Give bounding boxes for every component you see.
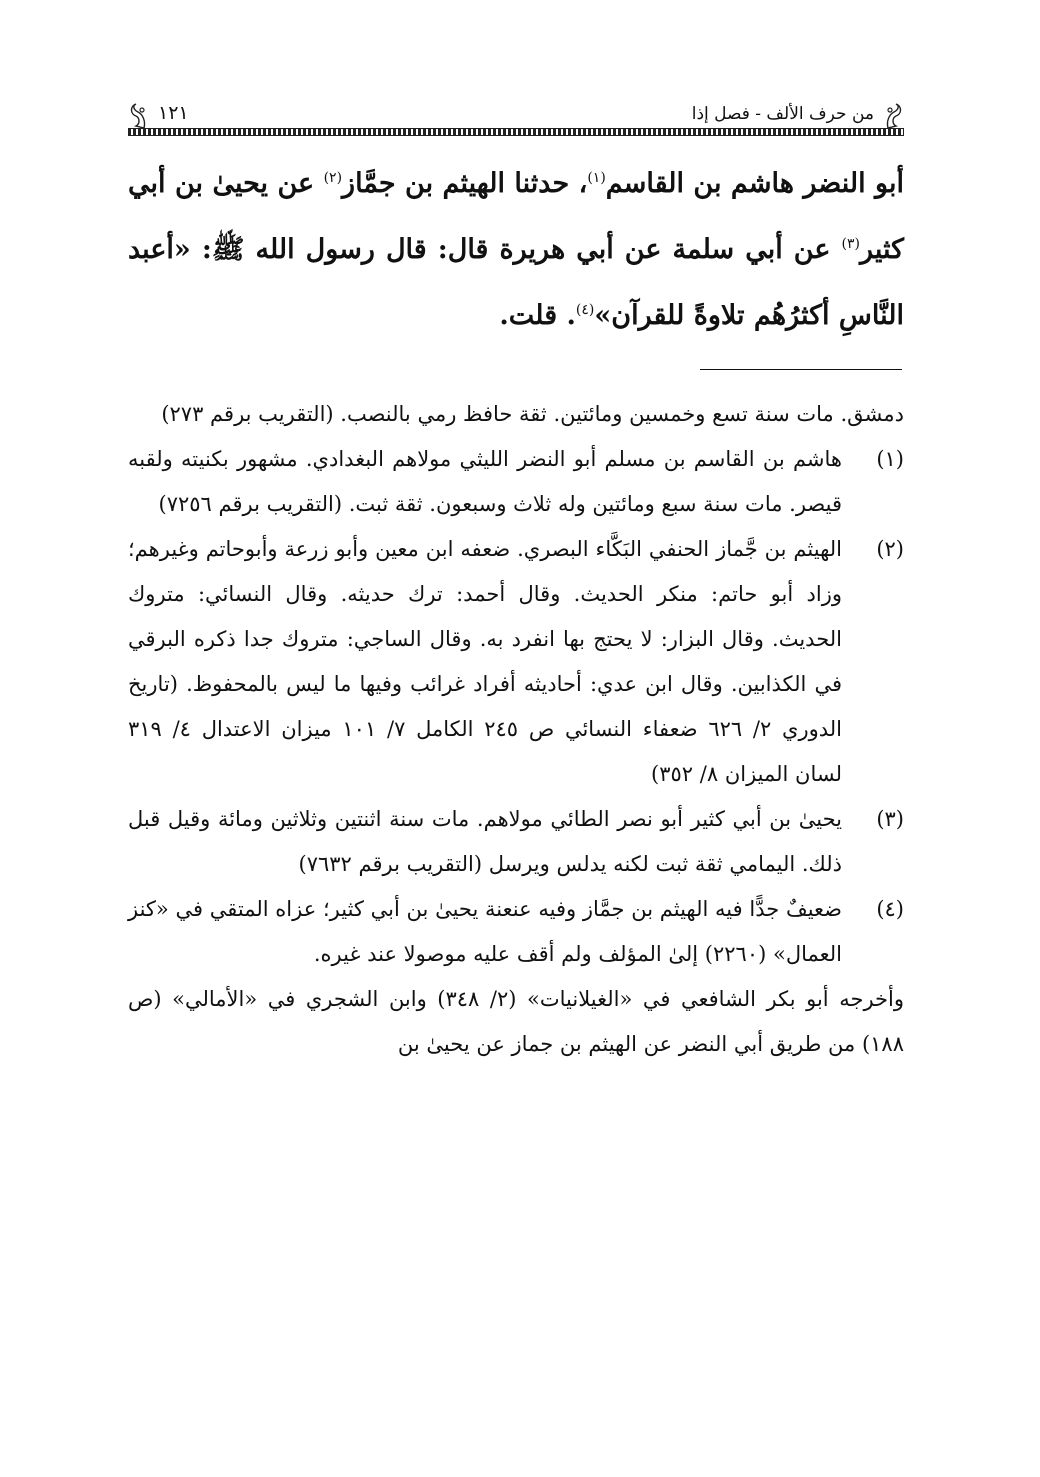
- footnote-ref-2[interactable]: (٢): [323, 170, 343, 186]
- main-text-part: عن أبي سلمة عن أبي هريرة قال: قال رسول الله ﷺ: «أعبد النَّاسِ أكثرُهُم تلاوةً للقرآن»: [128, 234, 904, 331]
- footnote-2: [128, 527, 904, 797]
- main-text-part: عن يحيىٰ بن أبي كثير: [128, 168, 904, 265]
- footnote-ref-4[interactable]: (٤): [575, 302, 595, 318]
- footnote-number: (١): [876, 447, 904, 471]
- header-ornament-right-icon: [884, 102, 904, 130]
- footnote-text: يحيىٰ بن أبي كثير أبو نصر الطائي مولاهم. مات سنة اثنتين وثلاثين ومائة وقيل قبل ذلك. اليمامي ثقة ثبت لكنه يدلس ويرسل (التقريب برقم ٧٦٣٢): [128, 807, 842, 876]
- footnote-number: (٤): [876, 897, 904, 921]
- main-text-part: ، حدثنا الهيثم بن جمَّاز: [342, 168, 588, 199]
- page-number: ١٢١: [158, 102, 189, 124]
- footnote-text: الهيثم بن جَّماز الحنفي البَكَّاء البصري. ضعفه ابن معين وأبو زرعة وأبوحاتم وغيرهم؛ وزاد أبو حاتم: منكر الحديث. وقال أحمد: ترك حديثه. وقال النسائي: متروك الحديث. وقال البزار: لا يحتج بها انفرد به. وقال الساجي: متروك جدا ذكره البرقي في الكذابين. وقال ابن عدي: أحاديثه أفراد غرائب وفيها ما ليس بالمحفوظ. (تاريخ الدوري ٢/ ٦٢٦ ضعفاء النسائي ص ٢٤٥ الكامل ٧/ ١٠١ ميزان الاعتدال ٤/ ٣١٩ لسان الميزان ٨/ ٣٥٢): [128, 537, 843, 786]
- header-title: من حرف الألف - فصل إذا: [691, 104, 874, 124]
- footnote-1: [128, 437, 904, 527]
- main-text: [128, 148, 904, 346]
- header-decorative-border: [128, 128, 904, 136]
- footnote-3: [128, 797, 904, 887]
- footnote-4: [128, 887, 904, 977]
- footnote-number: (٢): [876, 537, 904, 561]
- header-ornament-left-icon: [128, 102, 148, 130]
- footnote-text: ضعيفٌ جدًّا فيه الهيثم بن جمَّاز وفيه عنعنة يحيىٰ بن أبي كثير؛ عزاه المتقي في «كنز العمال» (٢٢٦٠) إلىٰ المؤلف ولم أقف عليه موصولا عند غيره.: [128, 897, 842, 966]
- footnotes: [128, 392, 904, 1067]
- footnote-number: (٣): [876, 807, 904, 831]
- page-header: [128, 100, 904, 140]
- footnote-4-continuation: وأخرجه أبو بكر الشافعي في «الغيلانيات» (٢/ ٣٤٨) وابن الشجري في «الأمالي» (ص ١٨٨) من طريق أبي النضر عن الهيثم بن جماز عن يحيىٰ بن: [128, 987, 904, 1056]
- footnote-ref-3[interactable]: (٣): [841, 236, 860, 252]
- main-text-part: . قلت.: [499, 300, 576, 331]
- footnote-ref-1[interactable]: (١): [587, 170, 606, 186]
- footnote-separator: [700, 369, 902, 370]
- footnote-continued-from-previous: دمشق. مات سنة تسع وخمسين ومائتين. ثقة حافظ رمي بالنصب. (التقريب برقم ٢٧٣): [161, 402, 904, 426]
- footnote-text: هاشم بن القاسم بن مسلم أبو النضر الليثي مولاهم البغدادي. مشهور بكنيته ولقبه قيصر. مات سنة سبع ومائتين وله ثلاث وسبعون. ثقة ثبت. (التقريب برقم ٧٢٥٦): [128, 447, 842, 516]
- main-text-part: أبو النضر هاشم بن القاسم: [605, 168, 904, 199]
